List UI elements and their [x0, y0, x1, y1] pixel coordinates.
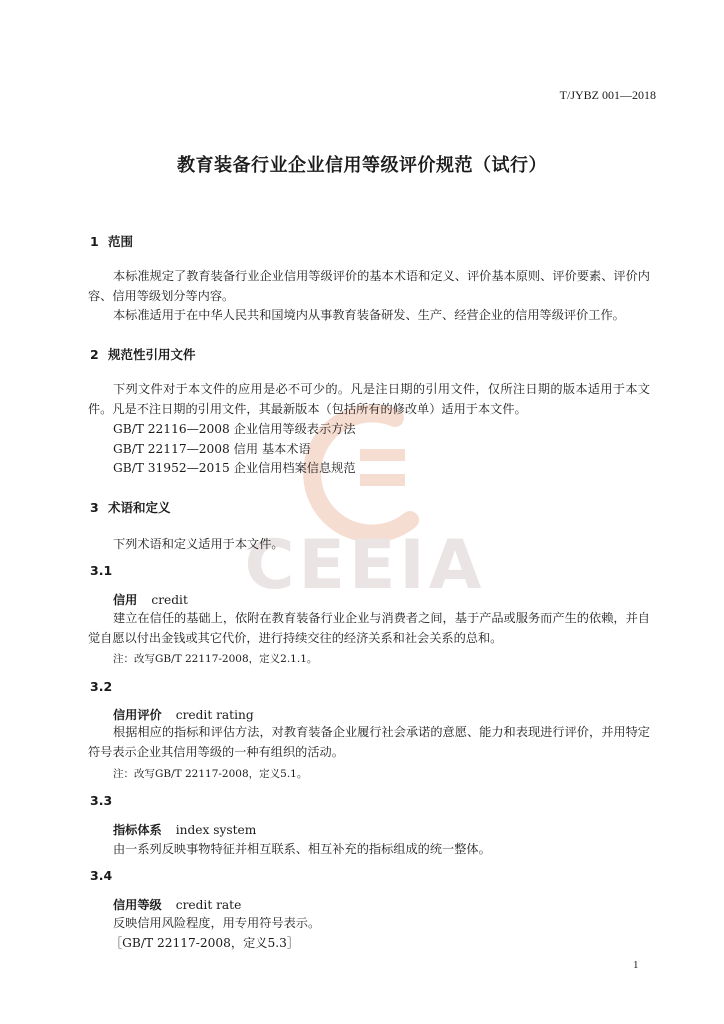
term-zh: 指标体系	[113, 823, 162, 837]
term-definition: 由一系列反映事物特征并相互联系、相互补充的指标组成的统一整体。	[113, 842, 491, 856]
term-en: credit rate	[175, 898, 242, 912]
term-number: 3.1	[90, 563, 113, 578]
term-zh: 信用等级	[113, 898, 162, 912]
term-number: 3.3	[90, 793, 113, 808]
term-definition: 反映信用风险程度，用专用符号表示。	[113, 916, 321, 930]
section-heading-1	[90, 232, 133, 250]
term-source: ［GB/T 22117-2008，定义5.3］	[110, 936, 300, 950]
paragraph: 本标准适用于在中华人民共和国境内从事教育装备研发、生产、经营企业的信用等级评价工作。	[113, 308, 625, 322]
paragraph: 下列文件对于本文件的应用是必不可少的。凡是注日期的引用文件，仅所注日期的版本适用于本文件。凡是不注日期的引用文件，其最新版本（包括所有的修改单）适用于本文件。	[88, 382, 650, 416]
section-number: 3	[90, 500, 99, 515]
term-heading	[113, 821, 256, 838]
document-number: T/JYBZ 001—2018	[559, 88, 656, 102]
reference-item: GB/T 31952—2015 企业信用档案信息规范	[113, 461, 356, 475]
paragraph: 本标准规定了教育装备行业企业信用等级评价的基本术语和定义、评价基本原则、评价要素、评价内容、信用等级划分等内容。	[88, 269, 650, 303]
term-en: index system	[175, 823, 257, 837]
section-title: 范围	[108, 234, 134, 249]
document-title: 教育装备行业企业信用等级评价规范（试行）	[177, 155, 547, 176]
section-title: 规范性引用文件	[108, 347, 196, 362]
term-heading	[113, 896, 241, 913]
reference-item: GB/T 22117—2008 信用 基本术语	[113, 442, 311, 456]
term-zh: 信用评价	[113, 708, 162, 722]
term-heading	[113, 591, 188, 608]
term-note: 注：改写GB/T 22117-2008，定义5.1。	[113, 768, 308, 780]
section-intro: 下列术语和定义适用于本文件。	[113, 537, 284, 551]
term-zh: 信用	[113, 593, 138, 607]
term-en: credit rating	[175, 708, 254, 722]
term-number: 3.4	[90, 868, 113, 883]
watermark-text: CEEIA	[244, 526, 486, 600]
section-number: 1	[90, 234, 99, 249]
section-title: 术语和定义	[108, 500, 171, 515]
page-number: 1	[633, 959, 639, 971]
term-definition: 根据相应的指标和评估方法，对教育装备企业履行社会承诺的意愿、能力和表现进行评价，并用特定符号表示企业其信用等级的一种有组织的活动。	[88, 725, 650, 759]
term-en: credit	[151, 593, 188, 607]
term-note: 注：改写GB/T 22117-2008，定义2.1.1。	[113, 653, 318, 665]
section-heading-2	[90, 345, 196, 363]
term-definition: 建立在信任的基础上，依附在教育装备行业企业与消费者之间，基于产品或服务而产生的依赖，并自觉自愿以付出金钱或其它代价，进行持续交往的经济关系和社会关系的总和。	[88, 611, 650, 645]
section-number: 2	[90, 347, 99, 362]
term-number: 3.2	[90, 679, 113, 694]
section-heading-3	[90, 498, 171, 516]
reference-item: GB/T 22116—2008 企业信用等级表示方法	[113, 422, 356, 436]
term-heading	[113, 706, 254, 723]
